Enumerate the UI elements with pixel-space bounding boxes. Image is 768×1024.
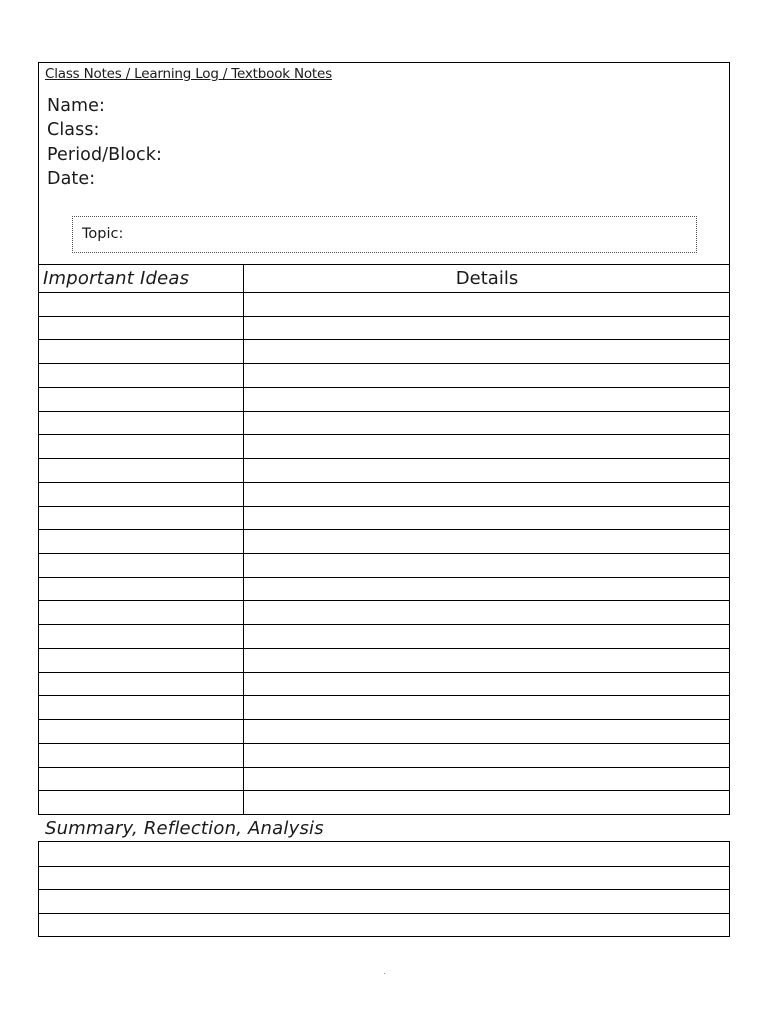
summary-row-line [39, 866, 729, 867]
summary-box [38, 841, 730, 937]
table-row-line [39, 672, 729, 673]
table-row-line [39, 458, 729, 459]
name-field-label: Name: [47, 96, 106, 116]
details-header: Details [455, 268, 519, 289]
topic-box[interactable] [72, 216, 697, 253]
date-field-label: Date: [47, 169, 96, 189]
table-row-line [39, 600, 729, 601]
table-row-line [39, 411, 729, 412]
footer-mark [384, 973, 385, 974]
table-row-line [39, 790, 729, 791]
table-row-line [39, 434, 729, 435]
topic-label: Topic: [82, 226, 124, 242]
header-section [38, 62, 730, 265]
class-field-label: Class: [47, 120, 100, 140]
notes-table [38, 265, 730, 815]
table-row-line [39, 529, 729, 530]
table-row-line [39, 339, 729, 340]
table-row-line [39, 482, 729, 483]
table-row-line [39, 695, 729, 696]
table-row-line [39, 553, 729, 554]
table-row-line [39, 387, 729, 388]
document-title: Class Notes / Learning Log / Textbook Notes [45, 66, 332, 82]
table-row-line [39, 292, 729, 293]
table-row-line [39, 316, 729, 317]
table-row-line [39, 767, 729, 768]
table-row-line [39, 719, 729, 720]
period-block-field-label: Period/Block: [47, 145, 162, 165]
table-row-line [39, 506, 729, 507]
table-row-line [39, 624, 729, 625]
table-row-line [39, 743, 729, 744]
summary-row-line [39, 913, 729, 914]
summary-row-line [39, 889, 729, 890]
table-row-line [39, 577, 729, 578]
table-row-line [39, 648, 729, 649]
column-divider [243, 265, 244, 814]
table-row-line [39, 363, 729, 364]
summary-heading: Summary, Reflection, Analysis [45, 818, 324, 839]
important-ideas-header: Important Ideas [43, 268, 190, 289]
